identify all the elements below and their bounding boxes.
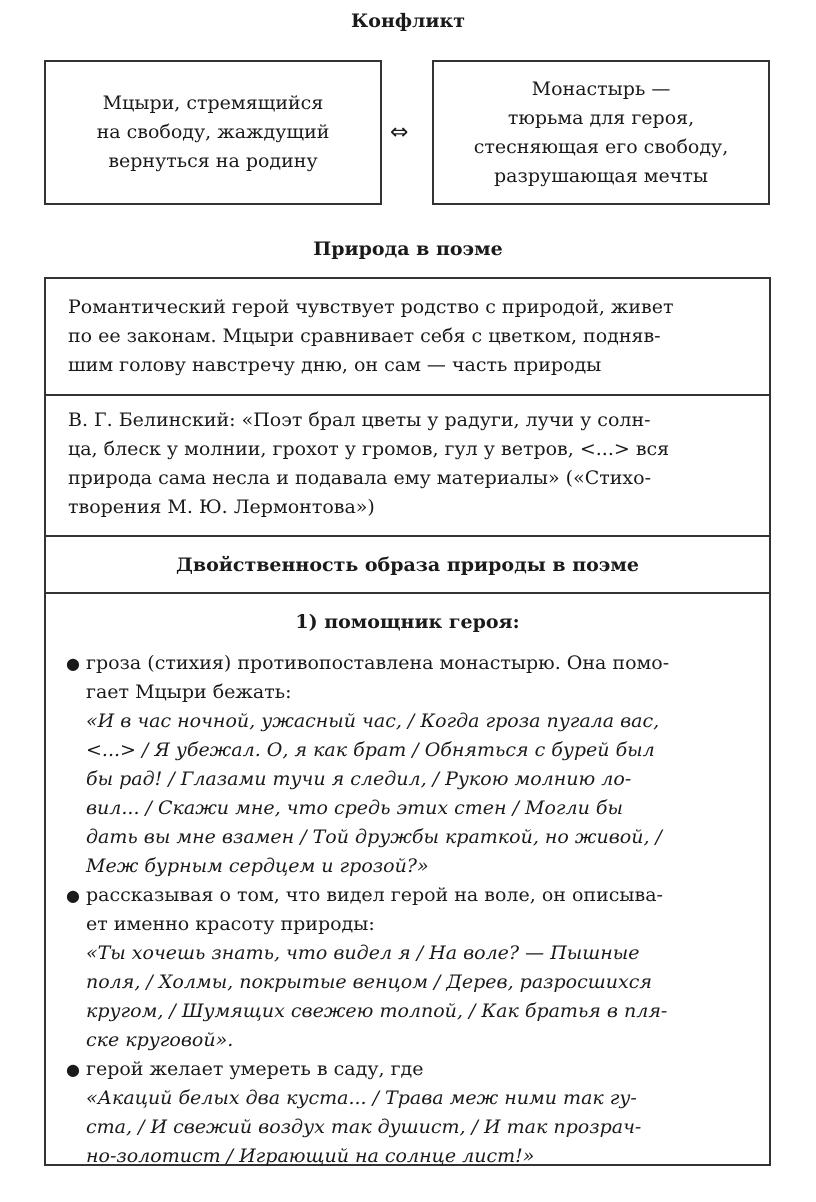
helper-heading: 1) помощник героя:: [295, 611, 520, 633]
conflict-title: Конфликт: [351, 10, 465, 32]
text-line: ет именно красоту природы:: [86, 913, 375, 935]
text-line: стесняющая его свободу,: [473, 135, 729, 158]
text-line: ске круговой».: [86, 1029, 234, 1051]
belinsky-row: [46, 396, 769, 537]
helper-row: [46, 594, 769, 1167]
conflict-right-text: [434, 62, 768, 203]
text-line: <...> / Я убежал. О, я как брат / Обняться с бурей был: [86, 739, 655, 761]
conflict-left-text: [46, 62, 380, 203]
text-line: разрушающая мечты: [494, 164, 708, 187]
text-line: природа сама несла и подавала ему материалы» («Стихо-: [68, 467, 651, 489]
bullet-dot-icon: ●: [66, 886, 80, 905]
text-line: на свободу, жаждущий: [96, 121, 330, 143]
text-line: бы рад! / Глазами тучи я следил, / Рукою молнию ло-: [86, 768, 632, 790]
belinsky-quote: [46, 406, 769, 522]
text-line: гает Мцыри бежать:: [86, 681, 292, 703]
text-line: ца, блеск у молнии, грохот у громов, гул у ветров, <...> вся: [68, 438, 670, 460]
conflict-left-box: [44, 60, 382, 205]
bullet-item: [46, 881, 769, 939]
text-line: дать вы мне взамен / Той дружбы краткой, но живой, /: [86, 826, 662, 848]
text-line: герой желает умереть в саду, где: [86, 1058, 424, 1080]
text-line: ста, / И свежий воздух так душист, / И так прозрач-: [86, 1116, 642, 1138]
text-line: шим голову навстречу дню, он сам — часть природы: [68, 354, 602, 376]
text-line: гроза (стихия) противопоставлена монастырю. Она помо-: [86, 652, 670, 674]
poem-quote: [46, 939, 769, 1055]
conflict-right-box: [432, 60, 770, 205]
text-line: кругом, / Шумящих свежею толпой, / Как братья в пля-: [86, 1000, 668, 1022]
text-line: вернуться на родину: [108, 150, 318, 172]
text-line: но-золотист / Играющий на солнце лист!»: [86, 1145, 535, 1167]
bullet-dot-icon: ●: [66, 654, 80, 673]
text-line: «Ты хочешь знать, что видел я / На воле? — Пышные: [86, 942, 640, 964]
text-line: Романтический герой чувствует родство с природой, живет: [68, 296, 674, 318]
romantic-text: [46, 293, 769, 380]
poem-quote: [46, 1084, 769, 1171]
text-line: рассказывая о том, что видел герой на воле, он описыва-: [86, 884, 663, 906]
nature-title: Природа в поэме: [313, 238, 503, 260]
text-line: поля, / Холмы, покрытые венцом / Дерев, разросшихся: [86, 971, 652, 993]
duality-row: [46, 537, 769, 594]
bullet-dot-icon: ●: [66, 1060, 80, 1079]
bullet-item: [46, 1055, 769, 1084]
text-line: «И в час ночной, ужасный час, / Когда гроза пугала вас,: [86, 710, 660, 732]
romantic-row: [46, 279, 769, 396]
text-line: «Акаций белых два куста... / Трава меж ними так гу-: [86, 1087, 637, 1109]
text-line: творения М. Ю. Лермонтова»): [68, 496, 375, 518]
text-line: по ее законам. Мцыри сравнивает себя с цветком, подняв-: [68, 325, 661, 347]
nature-table: [44, 277, 771, 1166]
text-line: В. Г. Белинский: «Поэт брал цветы у радуги, лучи у солн-: [68, 409, 651, 431]
bullet-item: [46, 649, 769, 707]
text-line: Меж бурным сердцем и грозой?»: [86, 855, 429, 877]
text-line: тюрьма для героя,: [507, 106, 695, 129]
duality-heading: Двойственность образа природы в поэме: [176, 553, 639, 576]
double-arrow-icon: ⇔: [390, 120, 409, 145]
text-line: Монастырь —: [531, 77, 671, 100]
text-line: Мцыри, стремящийся: [102, 92, 324, 114]
poem-quote: [46, 707, 769, 881]
text-line: вил... / Скажи мне, что средь этих стен / Могли бы: [86, 797, 623, 819]
